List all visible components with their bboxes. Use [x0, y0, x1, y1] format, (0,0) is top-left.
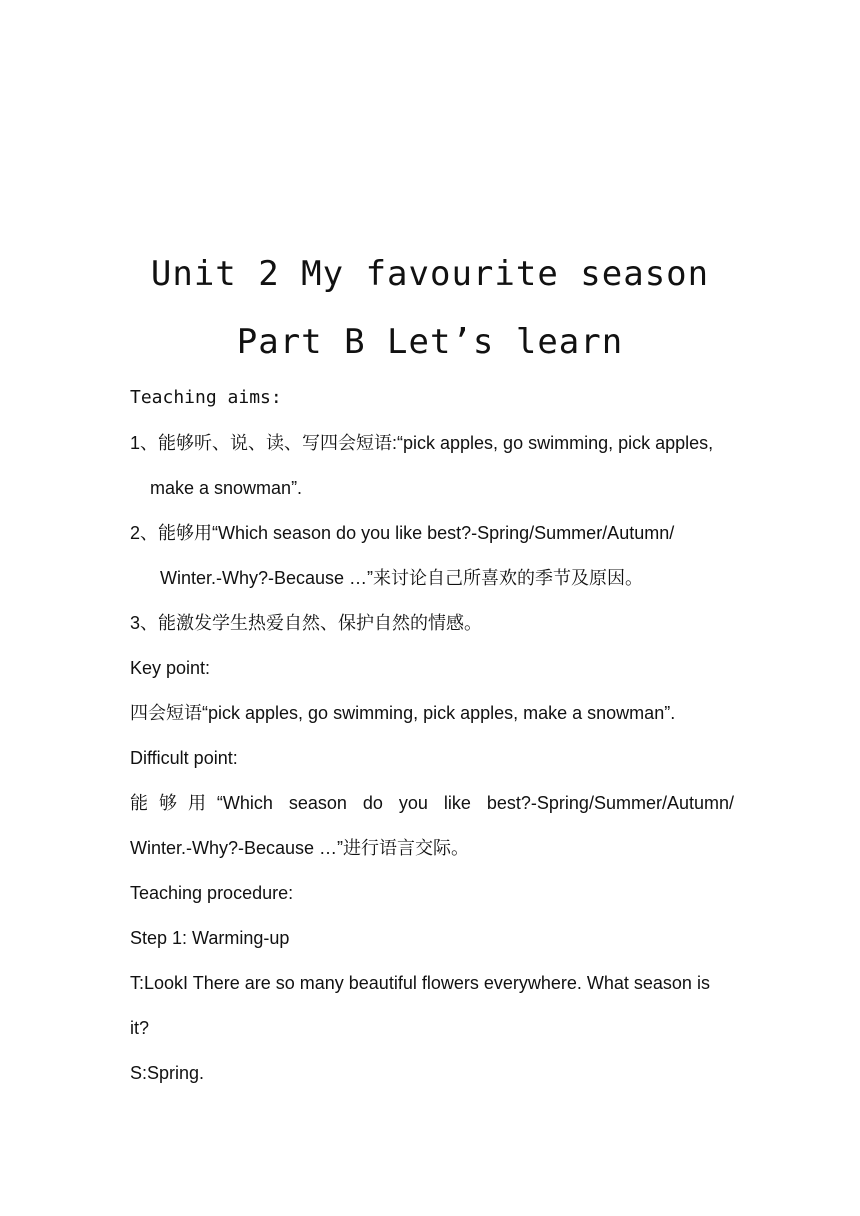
teacher-line-1: T:LookI There are so many beautiful flowers everywhere. What season is: [130, 973, 710, 993]
student-line: S:Spring.: [130, 1063, 205, 1083]
aim-2-line-2: Winter.-Why?-Because …”来讨论自己所喜欢的季节及原因。: [160, 568, 644, 588]
teaching-procedure-heading: Teaching procedure:: [130, 883, 294, 903]
aim-1-line-2: make a snowman”.: [150, 478, 303, 498]
difficult-point-heading: Difficult point:: [130, 748, 238, 768]
key-point-heading: Key point:: [130, 658, 211, 678]
difficult-point-line-1: 能够用“Which season do you like best?-Spring/Summer/Autumn/: [130, 793, 734, 813]
step-1-heading: Step 1: Warming-up: [130, 928, 290, 948]
document-title: Unit 2 My favourite season: [150, 254, 710, 294]
aim-1-line-1: 1、能够听、说、读、写四会短语:“pick apples, go swimming, pick apples,: [130, 433, 714, 453]
teaching-aims-heading: Teaching aims:: [130, 387, 282, 408]
teacher-line-2: it?: [130, 1018, 150, 1038]
aim-3: 3、能激发学生热爱自然、保护自然的情感。: [130, 613, 483, 633]
aim-2-line-1: 2、能够用“Which season do you like best?-Spring/Summer/Autumn/: [130, 523, 675, 543]
difficult-point-line-2: Winter.-Why?-Because …”进行语言交际。: [130, 838, 470, 858]
key-point-text: 四会短语“pick apples, go swimming, pick apples, make a snowman”.: [130, 703, 676, 723]
document-subtitle: Part B Let’s learn: [236, 322, 624, 362]
